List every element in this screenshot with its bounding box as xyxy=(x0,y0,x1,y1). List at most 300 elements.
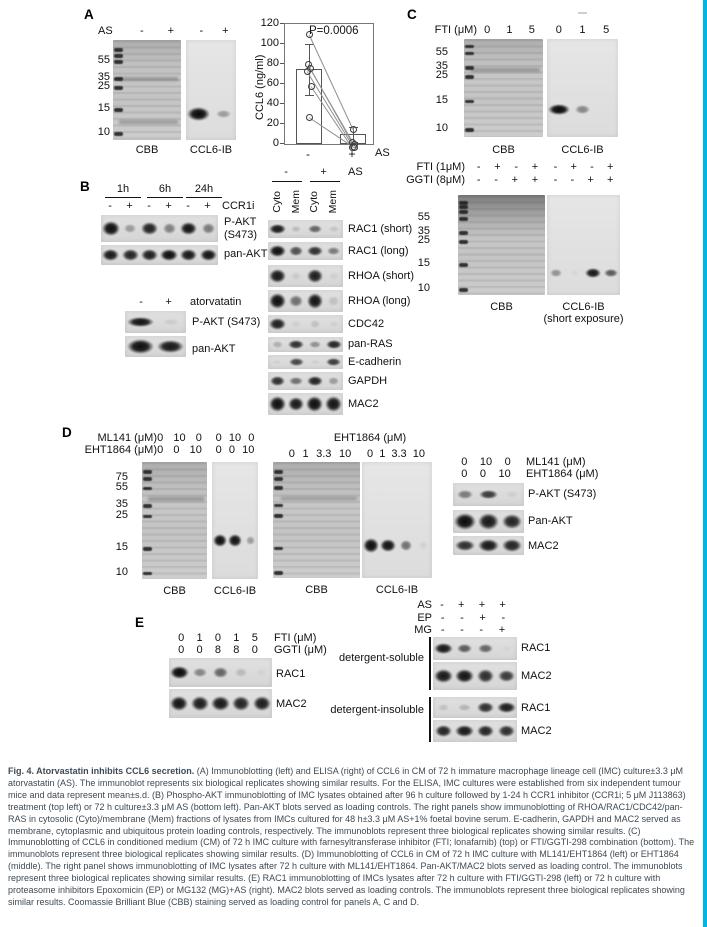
lane-label: 10 xyxy=(412,448,425,460)
mw-marker-label: 10 xyxy=(417,282,430,294)
panel-e2-ep-label: EP xyxy=(417,612,432,624)
blot-band xyxy=(455,669,474,683)
panel-b-panras-label: pan-RAS xyxy=(348,338,393,350)
blot-band xyxy=(246,536,256,545)
lane-label: 10 xyxy=(338,448,352,460)
lane-label: - xyxy=(553,174,558,186)
lane-label: - xyxy=(553,161,558,173)
panel-b-label: B xyxy=(80,179,90,194)
ladder-band xyxy=(274,504,283,508)
lane-label: - xyxy=(186,200,190,212)
panel-e2-insoluble-mac2-blot xyxy=(433,720,517,742)
panel-d2-header: EHT1864 (μM) xyxy=(333,432,407,444)
lane-label: - xyxy=(570,174,575,186)
lane-label: + xyxy=(587,174,594,186)
blot-band xyxy=(458,704,470,711)
lane-label: 8 xyxy=(233,644,240,656)
lane-label: Cyto xyxy=(270,191,283,213)
blot-band xyxy=(272,341,283,347)
panel-e-fti-label: FTI (μM) xyxy=(274,632,317,644)
panel-e2-insoluble-label: detergent-insoluble xyxy=(330,704,424,716)
blot-band xyxy=(575,105,591,114)
lane-label: + xyxy=(165,200,172,212)
panel-b-rac1-short-blot xyxy=(268,220,343,238)
blot-band xyxy=(163,319,179,325)
blot-band xyxy=(438,704,450,711)
blot-band xyxy=(269,396,286,411)
blot-band xyxy=(307,246,323,257)
ladder-band xyxy=(459,231,468,235)
lane-label: 3.3 xyxy=(391,448,407,460)
blot-band xyxy=(477,725,495,737)
lane-label: 5 xyxy=(603,24,610,36)
mw-marker-label: 25 xyxy=(417,234,430,246)
mw-marker-label: 35 xyxy=(417,225,430,237)
blot-band xyxy=(604,269,618,278)
mw-marker-label: 15 xyxy=(97,102,110,114)
lane-label: Cyto xyxy=(308,191,321,213)
lane-label: 10 xyxy=(479,456,493,468)
lane-label: + xyxy=(499,599,506,611)
blot-band xyxy=(127,317,154,327)
blot-band xyxy=(272,360,282,365)
lane-label: 0 xyxy=(215,444,222,456)
blot-band xyxy=(477,702,495,713)
blot-band xyxy=(122,249,139,261)
panel-c2-cbb-gel xyxy=(458,195,545,295)
blot-band xyxy=(497,702,515,713)
panel-e2-as-label: AS xyxy=(417,599,432,611)
blot-band xyxy=(380,539,396,553)
panel-b-gapdh-blot xyxy=(268,372,343,390)
lane-label: 0 xyxy=(555,24,562,36)
blot-band xyxy=(228,534,242,547)
blot-band xyxy=(435,725,453,737)
underline xyxy=(105,197,141,198)
blot-band xyxy=(454,513,475,530)
panel-b-panras-blot xyxy=(268,337,343,352)
panel-c-ib-caption: CCL6-IB xyxy=(561,144,604,156)
blot-band xyxy=(289,377,302,385)
lane-label: - xyxy=(139,25,144,37)
lane-label: - xyxy=(199,25,204,37)
panel-d3-panakt-blot xyxy=(453,510,524,533)
blot-band xyxy=(170,696,188,711)
panel-b-rac1-long-blot xyxy=(268,242,343,260)
panel-b-panakt-blot xyxy=(101,245,218,265)
ladder-band xyxy=(143,470,152,474)
y-tick-label: 20 xyxy=(266,117,279,129)
chart-x-axis-title: AS xyxy=(375,147,390,159)
blot-band xyxy=(180,249,197,262)
lane-label: - xyxy=(284,166,288,178)
panel-c2-ggti-ib-signs xyxy=(547,174,620,187)
lane-label: 3.3 xyxy=(316,448,332,460)
blot-band xyxy=(434,669,452,683)
blot-band xyxy=(289,358,304,365)
blot-band xyxy=(170,666,189,679)
panel-c-cbb-caption: CBB xyxy=(492,144,515,156)
lane-label: - xyxy=(476,161,481,173)
blot-band xyxy=(457,644,473,653)
ladder-band xyxy=(459,210,468,214)
y-tick-label: 60 xyxy=(266,77,279,89)
panel-b-rhoa-short-blot xyxy=(268,265,343,287)
ladder-band xyxy=(274,514,283,518)
panel-d2-cbb-doses xyxy=(285,448,355,461)
lane-label: 0 xyxy=(173,444,180,456)
blot-band xyxy=(306,396,323,411)
blot-band xyxy=(501,646,512,652)
panel-d-mw-markers xyxy=(104,462,128,579)
blot-band xyxy=(479,490,498,500)
lane-label: 1 xyxy=(233,632,240,644)
blot-band xyxy=(502,539,522,551)
panel-b-cdc42-blot xyxy=(268,315,343,333)
gel-smear-band xyxy=(119,77,178,81)
blot-band xyxy=(180,222,197,236)
ladder-band xyxy=(465,45,474,49)
panel-b-rac1-long-label: RAC1 (long) xyxy=(348,245,409,257)
page-edge-line xyxy=(703,0,707,927)
x-category-label: - xyxy=(306,147,310,161)
lane-label: - xyxy=(460,612,464,624)
lane-label: 10 xyxy=(242,444,255,456)
blot-band xyxy=(329,321,339,328)
blot-band xyxy=(400,540,412,551)
lane-label: + xyxy=(511,174,518,186)
lane-label: 1 xyxy=(579,24,586,36)
blot-band xyxy=(232,696,250,711)
lane-label: - xyxy=(440,599,444,611)
blot-band xyxy=(213,667,228,677)
blot-band xyxy=(585,268,601,278)
lane-label: 0 xyxy=(251,644,258,656)
panel-a-ib-signs xyxy=(190,25,238,38)
panel-d2-cbb-gel xyxy=(273,462,360,578)
blot-band xyxy=(291,321,301,328)
panel-b-mac2-label: MAC2 xyxy=(348,398,379,410)
blot-band xyxy=(141,249,158,261)
panel-c2-cbb-caption: CBB xyxy=(490,301,513,313)
lane-label: 10 xyxy=(228,432,242,444)
ladder-band xyxy=(465,52,474,56)
blot-band xyxy=(498,670,515,683)
ladder-band xyxy=(459,288,468,292)
panel-d3-eht-label: EHT1864 (μM) xyxy=(526,468,599,480)
ladder-band xyxy=(274,571,283,575)
panel-d-cbb-row2 xyxy=(152,444,207,457)
lane-label: + xyxy=(498,624,506,636)
blot-band xyxy=(235,668,247,676)
panel-c2-fti-ib-signs xyxy=(547,161,620,174)
gel-smear-band xyxy=(119,120,178,124)
ladder-band xyxy=(143,487,152,491)
panel-c2-fti-label: FTI (1μM) xyxy=(416,161,465,173)
panel-b-pakt-label-1: P-AKT xyxy=(224,216,257,228)
blot-band xyxy=(291,226,302,233)
panel-a-ib-caption: CCL6-IB xyxy=(189,144,233,156)
blot-band xyxy=(570,270,579,276)
mw-marker-label: 55 xyxy=(417,211,430,223)
panel-d-ccl6-immunoblot xyxy=(212,462,258,579)
panel-e-rac1-blot xyxy=(169,658,272,687)
panel-d-ml141-label: ML141 (μM) xyxy=(97,432,157,444)
lane-label: + xyxy=(126,200,133,212)
panel-e2-soluble-label: detergent-soluble xyxy=(338,652,424,664)
panel-d3-pakt-blot xyxy=(453,483,524,506)
panel-e-mac2-label: MAC2 xyxy=(276,698,307,710)
mw-marker-label: 55 xyxy=(97,54,110,66)
mw-marker-label: 15 xyxy=(435,94,448,106)
blot-band xyxy=(102,249,119,262)
blot-band xyxy=(478,539,499,552)
ladder-band xyxy=(459,201,468,205)
chart-x-labels xyxy=(284,12,372,164)
panel-d3-mac2-blot xyxy=(453,536,524,555)
blot-band xyxy=(307,269,323,283)
blot-band xyxy=(127,339,154,353)
panel-b-frac-columns xyxy=(268,185,343,213)
mw-marker-label: 35 xyxy=(435,60,448,72)
ladder-band xyxy=(465,100,474,104)
blot-band xyxy=(506,491,518,497)
ladder-band xyxy=(143,515,152,519)
panel-e-ggti-label: GGTI (μM) xyxy=(274,644,327,656)
panel-b-ccr1i-label: CCR1i xyxy=(222,200,255,212)
blot-band xyxy=(191,696,209,711)
blot-band xyxy=(455,725,473,738)
lane-label: 0 xyxy=(215,432,222,444)
panel-d3-pakt-label: P-AKT (S473) xyxy=(528,488,597,500)
blot-band xyxy=(457,490,473,498)
blot-band xyxy=(326,358,341,365)
lane-label: 0 xyxy=(479,468,486,480)
lane-label: 10 xyxy=(189,444,202,456)
mw-marker-label: 10 xyxy=(97,126,110,138)
blot-band xyxy=(141,222,158,235)
gel-smear-band xyxy=(148,497,205,501)
lane-label: + xyxy=(204,200,211,212)
panel-c2-ib-subcaption: (short exposure) xyxy=(543,313,624,325)
blot-band xyxy=(289,295,302,308)
lane-label: 0 xyxy=(196,644,203,656)
ladder-band xyxy=(465,128,474,132)
blot-band xyxy=(213,534,227,547)
blot-band xyxy=(307,376,323,386)
mw-marker-label: 25 xyxy=(97,80,110,92)
lane-label: 1 xyxy=(379,448,386,460)
lane-label: 0 xyxy=(214,632,222,644)
blot-band xyxy=(327,247,340,256)
blot-band xyxy=(478,513,499,529)
blot-band xyxy=(502,514,522,530)
blot-band xyxy=(102,221,120,235)
panel-d3-row2 xyxy=(455,468,517,481)
y-tick-label: 100 xyxy=(260,37,279,49)
panel-b-mac2-blot xyxy=(268,393,343,415)
lane-label: - xyxy=(476,174,481,186)
panel-d-cbb-gel xyxy=(142,462,207,579)
panel-e2-as-signs xyxy=(433,599,513,612)
panel-e2-soluble-rac1-blot xyxy=(433,637,517,660)
ladder-band xyxy=(114,132,123,136)
blot-band xyxy=(291,272,301,280)
blot-band xyxy=(329,272,339,280)
panel-b-frac-as-signs xyxy=(268,166,343,179)
panel-b-rhoa-long-label: RHOA (long) xyxy=(348,295,411,307)
blot-band xyxy=(270,376,286,386)
panel-c-ib-doses xyxy=(547,24,618,37)
lane-label: + xyxy=(167,25,175,37)
x-category-label: + xyxy=(348,147,356,161)
underline xyxy=(272,181,302,182)
mw-marker-label: 55 xyxy=(435,46,448,58)
panel-b-frac-as-label: AS xyxy=(348,166,363,178)
lane-label: 1 xyxy=(196,632,203,644)
gel-smear-band xyxy=(471,68,540,72)
blot-band xyxy=(434,643,452,653)
lane-label: - xyxy=(440,624,445,636)
blot-band xyxy=(548,104,569,116)
figure-caption xyxy=(8,766,697,909)
panel-b-ecadherin-blot xyxy=(268,355,343,369)
panel-b-time-1h: 1h xyxy=(116,183,130,195)
lane-label: 0 xyxy=(367,448,374,460)
lane-label: - xyxy=(147,200,151,212)
lane-label: + xyxy=(606,161,614,173)
lane-label: + xyxy=(165,296,172,308)
ladder-band xyxy=(114,60,123,64)
panel-e-ggti-doses xyxy=(172,644,264,657)
ladder-band xyxy=(274,477,283,481)
blot-band xyxy=(326,340,342,349)
lane-label: + xyxy=(570,161,577,173)
panel-c-label: C xyxy=(407,7,417,22)
panel-d-ib-row2 xyxy=(212,444,258,457)
lane-label: 10 xyxy=(173,432,186,444)
panel-d2-ib-caption: CCL6-IB xyxy=(375,584,419,596)
panel-d2-cbb-caption: CBB xyxy=(305,584,328,596)
panel-d-label: D xyxy=(62,425,72,440)
lane-label: 5 xyxy=(251,632,258,644)
blot-band xyxy=(308,225,322,234)
lane-label: 1 xyxy=(302,448,309,460)
ladder-band xyxy=(114,54,123,58)
figure-caption-title: Fig. 4. Atorvastatin inhibits CCL6 secretion. xyxy=(8,766,195,776)
lane-label: - xyxy=(479,624,484,636)
blot-band xyxy=(478,644,493,653)
underline xyxy=(186,197,222,198)
panel-d-ib-caption: CCL6-IB xyxy=(213,585,257,597)
panel-e2-mg-signs xyxy=(433,624,513,637)
ladder-band xyxy=(114,48,123,52)
lane-label: 0 xyxy=(461,468,468,480)
ladder-band xyxy=(465,75,474,79)
blot-band xyxy=(202,223,215,234)
mw-marker-label: 15 xyxy=(417,257,430,269)
blot-band xyxy=(328,296,338,306)
mw-marker-label: 10 xyxy=(115,566,128,578)
panel-e2-insoluble-mac2-label: MAC2 xyxy=(521,725,552,737)
lane-label: 1 xyxy=(506,24,513,36)
panel-c-cbb-doses xyxy=(476,24,543,37)
ladder-band xyxy=(459,240,468,244)
mw-marker-label: 55 xyxy=(115,481,128,493)
gel-smear-band xyxy=(281,497,357,501)
lane-label: 0 xyxy=(195,432,202,444)
blot-band xyxy=(200,249,217,262)
panel-c-mw-markers xyxy=(426,39,448,137)
lane-label: 0 xyxy=(461,456,468,468)
y-tick-label: 0 xyxy=(272,137,279,149)
panel-d2-ccl6-immunoblot xyxy=(362,462,432,578)
panel-c-fti-label: FTI (μM) xyxy=(434,24,477,36)
blot-band xyxy=(289,246,303,256)
ladder-band xyxy=(143,504,152,508)
blot-band xyxy=(363,538,379,552)
panel-e2-soluble-mac2-label: MAC2 xyxy=(521,670,552,682)
ladder-band xyxy=(274,547,283,551)
lane-label: 0 xyxy=(157,444,164,456)
panel-b-atv-pakt-label: P-AKT (S473) xyxy=(192,316,261,328)
blot-band xyxy=(253,696,271,711)
blot-band xyxy=(288,340,304,349)
blot-band xyxy=(211,696,229,711)
figure-caption-body: (A) Immunoblotting (left) and ELISA (right) of CCL6 in CM of 72 h immature macrophage lineage cell (IMC) culture±3.3 μM atorvastatin (AS). The immunoblot represents six biological replicates showing similar results. For the ELISA, IMC cultures were established from six independent tumour mice and data represent mean±s.d. (B) Phospho-AKT immunoblotting of IMC lysates obtained after 96 h culture followed by 1-24 h CCR1 inhibitor (CCR1i; 5 μM J113863) treatment (top left) or 72 h culture±3.3 μM AS (bottom left). Pan-AKT blots served as loading controls. The right panels show immunoblotting of RHOA/RAC1/CDC42/pan-RAS in cytosolic (Cyto)/membrane (Mem) fractions of lysates from IMCs cultured for 48 h±3.3 μM AS+1% foetal bovine serum. E-cadherin, GAPDH and MAC2 served as membrane, cytoplasmic and ubiquitous protein loading controls, respectively. The immunoblots represent three biological replicates showing similar results. (C) Immunoblotting of CCL6 in conditioned medium (CM) of 72 h IMC culture with farnesyltransferase inhibitor (FTI; lonafarnib) (top) or FTI/GGTI-298 combination (bottom). The immunoblots represent three biological replicates showing similar results. (D) Immunoblotting of CCL6 in CM of 72 h IMC culture with ML141/EHT1864 (left) or EHT1864 (middle). The right panel shows immunoblotting of IMC lysates after 72 h culture with ML141/EHT1864. Pan-AKT/MAC2 blots served as loading control. The immunoblots represent three biological replicates showing similar results. (E) RAC1 immunoblotting of IMCs lysates after 72 h culture with FTI/GGTI-298 (left) or 72 h culture with proteasome inhibitors Epoxomicin (EP) or MG132 (MG)+AS (right). MAC2 blots served as loading controls. The immunoblots represent three biological replicates showing similar results. Coomassie Brilliant Blue (CBB) staining served as loading control for panels A, C and D. xyxy=(8,766,695,907)
lane-label: Mem xyxy=(327,189,340,213)
panel-b-rhoa-long-blot xyxy=(268,290,343,312)
ladder-band xyxy=(274,470,283,474)
panel-a-cbb-gel xyxy=(113,40,181,140)
panel-b-ccr1i-signs xyxy=(101,200,218,213)
panel-b-cdc42-label: CDC42 xyxy=(348,318,385,330)
lane-label: - xyxy=(460,624,464,636)
underline xyxy=(310,181,340,182)
lane-label: - xyxy=(108,200,112,212)
blot-band xyxy=(328,377,340,384)
panel-b-atv-panakt-blot xyxy=(125,336,186,357)
blot-band xyxy=(477,669,495,682)
mw-marker-label: 35 xyxy=(97,71,110,83)
y-tick-label: 40 xyxy=(266,97,279,109)
blot-band xyxy=(124,224,136,234)
panel-a-ccl6-immunoblot xyxy=(186,40,236,140)
blot-band xyxy=(157,340,184,354)
ladder-band xyxy=(114,86,123,90)
chart-p-value: P=0.0006 xyxy=(309,25,359,37)
ladder-band xyxy=(459,205,468,209)
lane-label: + xyxy=(478,599,486,611)
lane-label: + xyxy=(222,25,229,37)
panel-d-eht-label: EHT1864 (μM) xyxy=(84,444,157,456)
lane-label: 0 xyxy=(248,432,255,444)
mw-marker-label: 15 xyxy=(115,541,128,553)
lane-label: - xyxy=(501,612,506,624)
blot-band xyxy=(216,110,232,119)
blot-band xyxy=(269,293,286,309)
panel-a-cbb-signs xyxy=(128,25,186,38)
panel-e2-soluble-rac1-label: RAC1 xyxy=(521,642,551,654)
blot-band xyxy=(288,397,304,412)
panel-b-atv-pakt-blot xyxy=(125,311,186,333)
blot-band xyxy=(256,669,267,676)
ladder-band xyxy=(459,217,468,221)
panel-c-cbb-gel xyxy=(464,39,543,137)
mw-marker-label: 25 xyxy=(435,69,448,81)
y-tick-label: 120 xyxy=(260,17,279,29)
lane-label: + xyxy=(531,174,539,186)
